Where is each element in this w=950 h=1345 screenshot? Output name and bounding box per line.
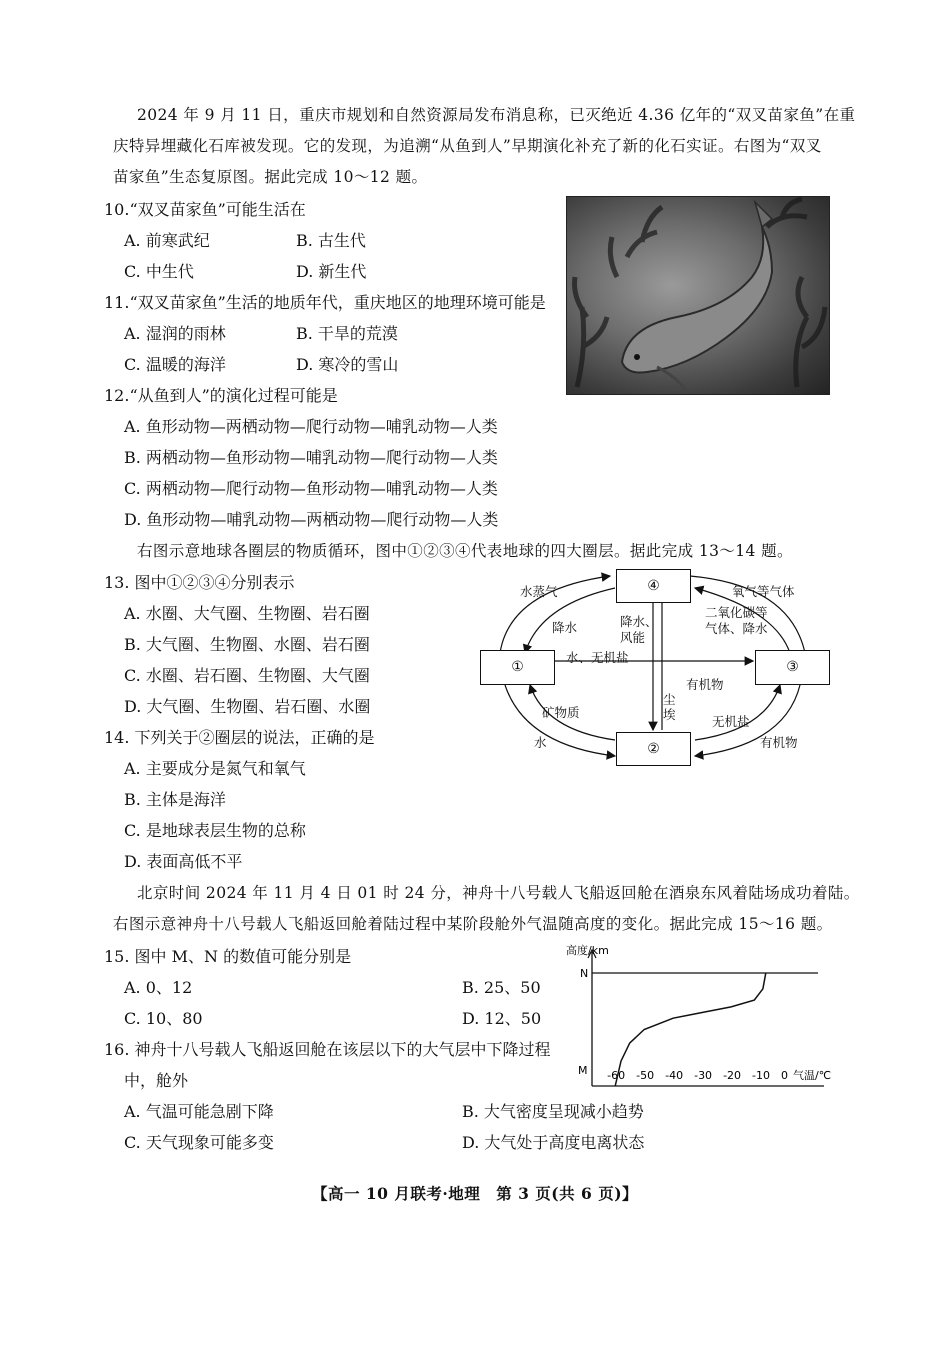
label-minerals: 矿物质 <box>542 705 580 720</box>
y-tick-m: M <box>578 1064 588 1077</box>
label-dust-1: 尘 <box>663 692 676 707</box>
q16-option-a[interactable]: A. 气温可能急剧下降 <box>124 1102 274 1121</box>
q10-stem: 10.“双叉苗家鱼”可能生活在 <box>104 200 306 219</box>
q16-stem-line1: 16. 神舟十八号载人飞船返回舱在该层以下的大气层中下降过程 <box>104 1040 551 1059</box>
q15-option-d[interactable]: D. 12、50 <box>462 1009 542 1028</box>
x-tick-label: -60 <box>607 1069 626 1082</box>
q13-option-b[interactable]: B. 大气圈、生物圈、水圈、岩石圈 <box>124 635 370 654</box>
q12-option-b[interactable]: B. 两栖动物—鱼形动物—哺乳动物—爬行动物—人类 <box>124 448 498 467</box>
q16-option-b[interactable]: B. 大气密度呈现减小趋势 <box>462 1102 644 1121</box>
q14-option-c[interactable]: C. 是地球表层生物的总称 <box>124 821 306 840</box>
q15-stem: 15. 图中 M、N 的数值可能分别是 <box>104 947 352 966</box>
q15-option-c[interactable]: C. 10、80 <box>124 1009 203 1028</box>
q10-option-c[interactable]: C. 中生代 <box>124 262 194 281</box>
q10-option-a[interactable]: A. 前寒武纪 <box>124 231 210 250</box>
q15-option-b[interactable]: B. 25、50 <box>462 978 541 997</box>
q10-option-b[interactable]: B. 古生代 <box>296 231 366 250</box>
q13-stem: 13. 图中①②③④分别表示 <box>104 573 295 592</box>
node-4: ④ <box>616 569 691 603</box>
label-co2-1: 二氧化碳等 <box>705 605 768 620</box>
q11-option-d[interactable]: D. 寒冷的雪山 <box>296 355 399 374</box>
intro3-line2: 右图示意神舟十八号载人飞船返回舱着陆过程中某阶段舱外气温随高度的变化。据此完成 15～16 题。 <box>113 915 833 933</box>
label-co2-2: 气体、降水 <box>705 621 768 636</box>
node-3: ③ <box>755 650 830 685</box>
y-tick-n: N <box>580 967 589 980</box>
q14-option-a[interactable]: A. 主要成分是氮气和氧气 <box>124 759 306 778</box>
q10-option-d[interactable]: D. 新生代 <box>296 262 367 281</box>
q12-option-c[interactable]: C. 两栖动物—爬行动物—鱼形动物—哺乳动物—人类 <box>124 479 498 498</box>
q14-stem: 14. 下列关于②圈层的说法，正确的是 <box>104 728 375 747</box>
q13-option-d[interactable]: D. 大气圈、生物圈、岩石圈、水圈 <box>124 697 371 716</box>
q12-option-a[interactable]: A. 鱼形动物—两栖动物—爬行动物—哺乳动物—人类 <box>124 417 498 436</box>
q13-option-a[interactable]: A. 水圈、大气圈、生物圈、岩石圈 <box>124 604 370 623</box>
temperature-altitude-chart <box>562 940 842 1090</box>
label-organic-mid: 有机物 <box>686 677 724 692</box>
q16-stem-line2: 中，舱外 <box>124 1071 189 1090</box>
q16-option-c[interactable]: C. 天气现象可能多变 <box>124 1133 274 1152</box>
fish-drawing <box>567 197 829 394</box>
label-water-vapor: 水蒸气 <box>520 584 558 599</box>
q12-stem: 12.“从鱼到人”的演化过程可能是 <box>104 386 338 405</box>
label-oxygen: 氧气等气体 <box>732 584 795 599</box>
node-2: ② <box>616 732 691 766</box>
x-axis-label: 气温/℃ <box>793 1069 832 1082</box>
x-tick-label: -20 <box>723 1069 742 1082</box>
intro1-line1: 2024 年 9 月 11 日，重庆市规划和自然资源局发布消息称，已灭绝近 4.36 亿年的“双叉苗家鱼”在重 <box>137 106 856 124</box>
q11-option-a[interactable]: A. 湿润的雨林 <box>124 324 226 343</box>
label-water-salt: 水、无机盐 <box>566 650 629 665</box>
sphere-cycle-diagram <box>470 560 850 780</box>
x-tick-label: -40 <box>665 1069 684 1082</box>
q12-option-d[interactable]: D. 鱼形动物—哺乳动物—两栖动物—爬行动物—人类 <box>124 510 499 529</box>
label-organic-bottom: 有机物 <box>760 735 798 750</box>
q14-option-d[interactable]: D. 表面高低不平 <box>124 852 243 871</box>
label-precip-wind-1: 降水、 <box>620 614 658 629</box>
label-inorganic-salt: 无机盐 <box>712 714 750 729</box>
intro1-line2: 庆特异埋藏化石库被发现。它的发现，为追溯“从鱼到人”早期演化补充了新的化石实证。右图为“双叉 <box>113 137 822 155</box>
q13-option-c[interactable]: C. 水圈、岩石圈、生物圈、大气圈 <box>124 666 370 685</box>
q15-option-a[interactable]: A. 0、12 <box>124 978 193 997</box>
q16-option-d[interactable]: D. 大气处于高度电离状态 <box>462 1133 645 1152</box>
label-dust-2: 埃 <box>663 707 676 722</box>
q11-option-c[interactable]: C. 温暖的海洋 <box>124 355 226 374</box>
intro2: 右图示意地球各圈层的物质循环，图中①②③④代表地球的四大圈层。据此完成 13～14 题。 <box>137 542 793 560</box>
q11-option-b[interactable]: B. 干旱的荒漠 <box>296 324 398 343</box>
label-water-bottom: 水 <box>534 735 547 750</box>
fish-reconstruction-image <box>566 196 830 395</box>
q11-stem: 11.“双叉苗家鱼”生活的地质年代，重庆地区的地理环境可能是 <box>104 293 546 312</box>
node-1: ① <box>480 650 555 685</box>
y-axis-label: 高度/km <box>566 944 609 957</box>
q14-option-b[interactable]: B. 主体是海洋 <box>124 790 226 809</box>
x-tick-label: -50 <box>636 1069 655 1082</box>
intro1-line3: 苗家鱼”生态复原图。据此完成 10～12 题。 <box>113 168 428 186</box>
x-tick-label: 0 <box>781 1069 789 1082</box>
label-precip-left: 降水 <box>552 620 578 635</box>
intro3-line1: 北京时间 2024 年 11 月 4 日 01 时 24 分，神舟十八号载人飞船返回舱在酒泉东风着陆场成功着陆。 <box>137 884 860 902</box>
label-precip-wind-2: 风能 <box>620 630 646 645</box>
page-footer: 【高一 10 月联考·地理 第 3 页(共 6 页)】 <box>311 1184 639 1203</box>
x-tick-label: -30 <box>694 1069 713 1082</box>
x-tick-label: -10 <box>752 1069 771 1082</box>
